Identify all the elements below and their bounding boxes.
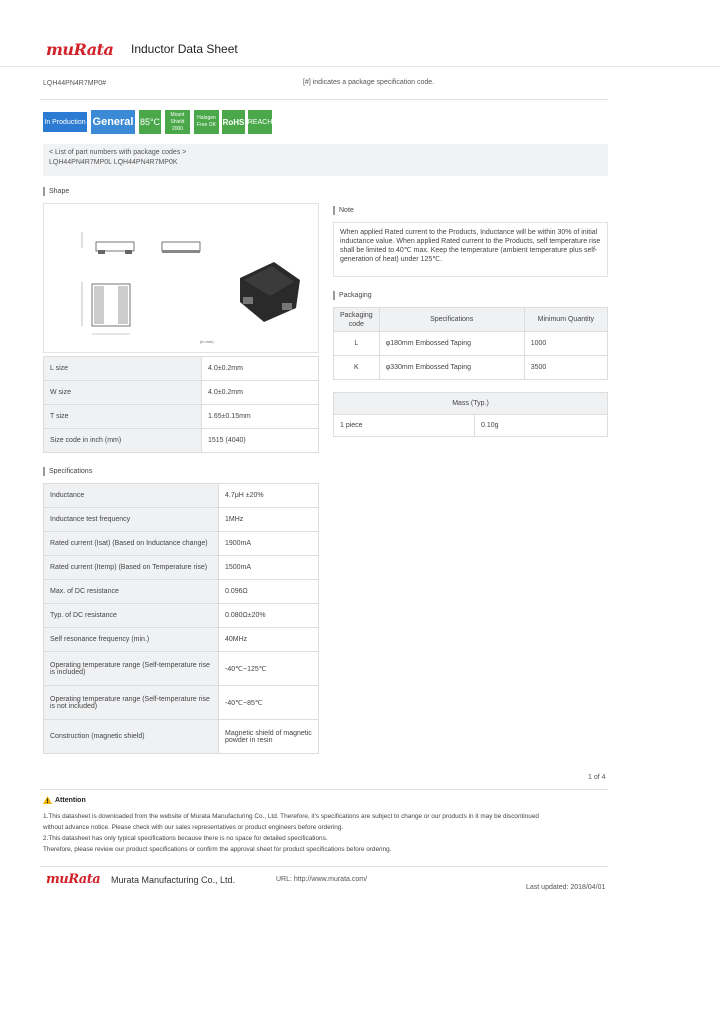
footer-murata-logo: muRata [46, 872, 101, 887]
attention-text [43, 811, 618, 855]
table-row: Rated current (Itemp) (Based on Temperature rise) 1500mA [44, 556, 319, 580]
table-row: Self resonance frequency (min.) 40MHz [44, 628, 319, 652]
murata-logo: muRata [46, 40, 114, 59]
shape-table [43, 356, 319, 453]
table-row: Operating temperature range (Self-temperature rise is included) -40℃~125℃ [44, 652, 319, 686]
table-row: L φ180mm Embossed Taping 1000 [334, 332, 608, 356]
divider [40, 789, 608, 790]
inductor-photo [240, 262, 300, 322]
table-row: Inductance test frequency 1MHz [44, 508, 319, 532]
attention-line: Therefore, please review our product specifications or confirm the approval sheet for product specifications before ordering. [43, 846, 392, 853]
company-name: Murata Manufacturing Co., Ltd. [111, 875, 236, 885]
table-row: Operating temperature range (Self-temperature rise is not included) -40℃~85℃ [44, 686, 319, 720]
table-row: Inductance 4.7μH ±20% [44, 484, 319, 508]
last-updated: Last updated: 2018/04/01 [526, 884, 606, 891]
packaging-table [333, 307, 608, 380]
note-title: Note [333, 206, 354, 215]
table-row: Rated current (Isat) (Based on Inductance change) 1900mA [44, 532, 319, 556]
temperature-85-badge: 85°C [139, 110, 161, 134]
table-header-row: Packaging code Specifications Minimum Quantity [334, 308, 608, 332]
packaging-title: Packaging [333, 291, 372, 300]
halogen-free-badge: Halogen Free OK [194, 110, 219, 134]
attention-heading [43, 796, 86, 804]
general-badge: General [91, 110, 135, 134]
mass-table [333, 392, 608, 437]
part-list-box [43, 144, 608, 176]
page-title: Inductor Data Sheet [131, 42, 238, 56]
header-divider [0, 66, 720, 67]
packaging-note: [#] indicates a package specification code. [303, 79, 435, 86]
specifications-title: Specifications [43, 467, 92, 476]
table-row: K φ330mm Embossed Taping 3500 [334, 356, 608, 380]
mount-shield-badge: Mount Shield 2000 [165, 110, 190, 134]
note-text: When applied Rated current to the Products, Inductance will be within 30% of initial inductance value. When applied Rated current to the Products, self temperature rise shall be limited to 40℃ max. Keep the temperature (ambient temperature plus self-generation of heat) under 125℃. [333, 222, 608, 277]
table-row: 1 piece 0.10g [334, 415, 608, 437]
table-header-row: Mass (Typ.) [334, 393, 608, 415]
reach-badge: REACH [248, 110, 272, 134]
company-url[interactable]: URL: http://www.murata.com/ [276, 876, 368, 883]
table-row: Size code in inch (mm) 1515 (4040) [44, 429, 319, 453]
shape-title: Shape [43, 187, 69, 196]
warning-icon [43, 796, 52, 804]
attention-line: 2.This datasheet has only typical specifications because there is no space for detailed specifications. [43, 835, 328, 842]
part-list-items[interactable]: LQH44PN4R7MP0L LQH44PN4R7MP0K [49, 159, 178, 166]
table-row: Max. of DC resistance 0.096Ω [44, 580, 319, 604]
divider [40, 99, 608, 100]
page-number: 1 of 4 [588, 774, 606, 781]
attention-line: without advance notice. Please check with our sales representatives or product engineers before ordering. [43, 824, 344, 831]
table-row: Construction (magnetic shield) Magnetic shield of magnetic powder in resin [44, 720, 319, 754]
table-row: W size 4.0±0.2mm [44, 381, 319, 405]
table-row: T size 1.65±0.15mm [44, 405, 319, 429]
specifications-table [43, 483, 319, 754]
in-production-badge: In Production [43, 112, 87, 132]
shape-image-box [43, 203, 319, 353]
part-number: LQH44PN4R7MP0# [43, 80, 107, 87]
table-row: L size 4.0±0.2mm [44, 357, 319, 381]
part-list-title: < List of part numbers with package codes > [49, 149, 187, 156]
table-row: Typ. of DC resistance 0.080Ω±20% [44, 604, 319, 628]
attention-line: 1.This datasheet is downloaded from the website of Murata Manufacturing Co., Ltd. Therefore, it's specifications are subject to change or our products in it may be discontinued [43, 813, 539, 820]
divider [40, 866, 608, 867]
attention-title: Attention [55, 796, 86, 804]
rohs-badge: RoHS [222, 110, 245, 134]
shape-caption: (in mm) [200, 339, 214, 344]
shape-drawing [44, 204, 318, 352]
